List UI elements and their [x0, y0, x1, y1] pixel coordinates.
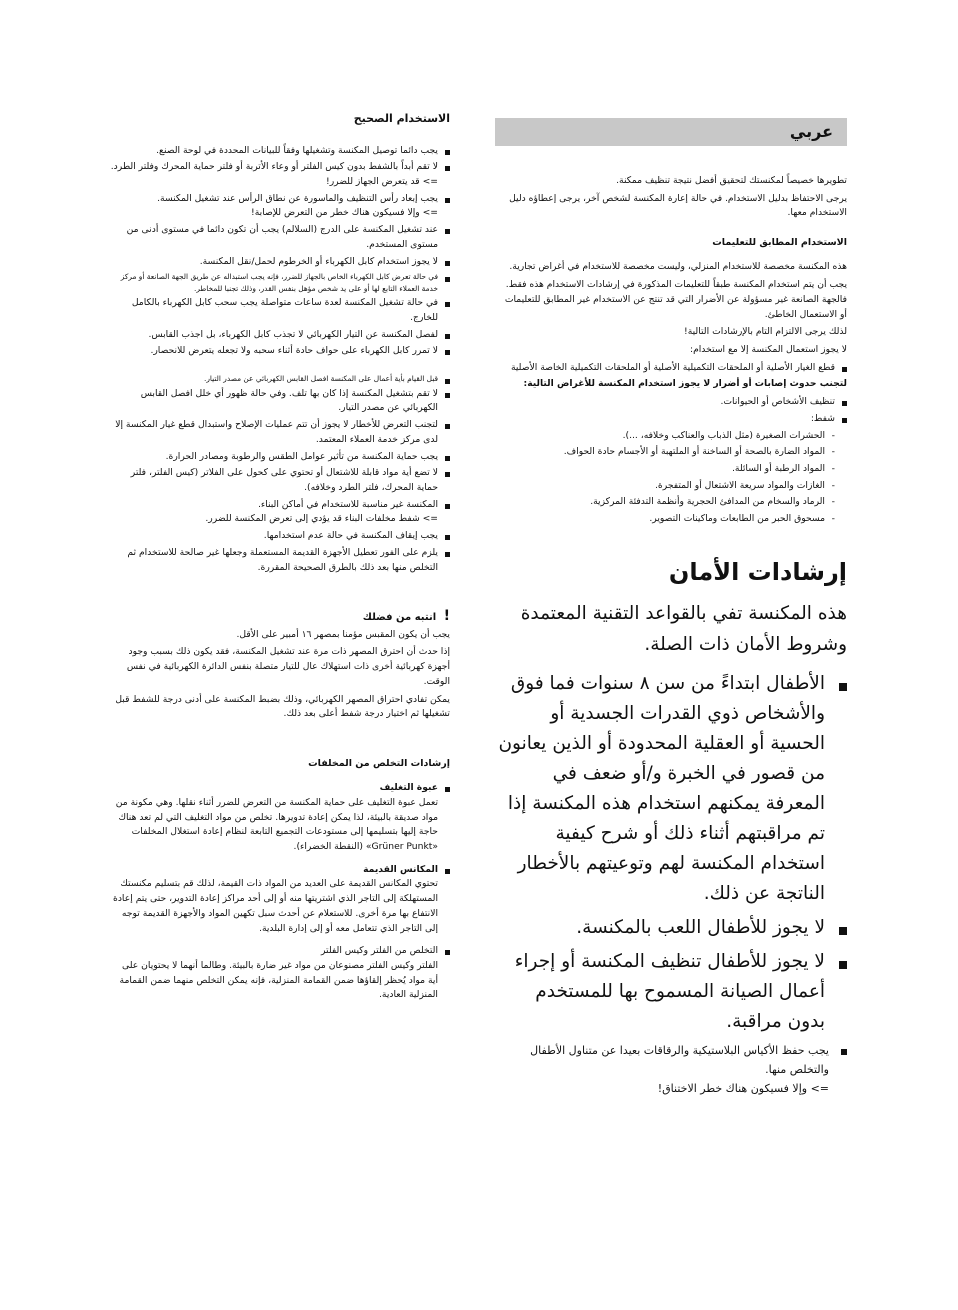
prohibited-item: شفط:	[495, 412, 847, 427]
correct-use-item-text: لا يجوز استخدام كابل الكهرباء أو الخرطوم لحمل/نقل المكنسة.	[199, 255, 438, 267]
correct-use-item-text: لفصل المكنسة عن التيار الكهربائي لا تجذب كابل الكهرباء، بل اجذب القابس.	[148, 328, 438, 340]
correct-use-item	[110, 223, 450, 252]
prohibited-list	[495, 395, 847, 426]
disposal-section-text: الفلتر وكيس الفلتر مصنوعان من مواد غير ضارة بالبيئة. وطالما أنهما لا يحتويان على أية مواد يُحظر إلقاؤها ضمن القمامة المنزلية، فإنه يمكن التخلص منهما ضمن القمامة المنزلية العادية.	[119, 960, 438, 1001]
correct-use-item-text: يجب حماية المكنسة من تأثير عوامل الطقس والرطوبة ومصادر الحرارة.	[165, 450, 438, 462]
correct-use-list-2	[110, 373, 450, 575]
attention-title: انتبه من فضلك	[362, 612, 437, 624]
correct-use-item-text: يجب دائما توصيل المكنسة وتشغيلها وفقاً للبيانات المحددة في لوحة الصنع.	[156, 144, 438, 156]
disposal-section	[110, 781, 450, 855]
prohibited-item: تنظيف الأشخاص أو الحيوانات.	[495, 395, 847, 410]
sub-item: - الحشرات الصغيرة (مثل الذباب والعناكب وخلافه، ...).	[495, 429, 835, 444]
proper-use-title: الاستخدام المطابق للتعليمات	[712, 237, 847, 249]
left-column	[110, 110, 450, 1005]
attention-paragraph: يمكن تفادي احتراق المصهر الكهربائي، وذلك بضبط المكنسة على أدنى درجة للشفط قبل تشغيلها ثم اختيار درجة شفط أعلى بعد ذلك.	[115, 693, 450, 720]
correct-use-item-note: => شفط مخلفات البناء قد يؤدي إلى تعرض المكنسة للضرر.	[205, 513, 438, 525]
correct-use-item-text: عند تشغيل المكنسة على الدرج (السلالم) يجب أن تكون دائما في مستوى أدنى من مستوى المستخدم.	[126, 224, 438, 250]
sub-item: - الرماد والسخام من المدافئ الحجرية وأنظمة التدفئة المركزية.	[495, 495, 835, 510]
correct-use-item	[110, 296, 450, 325]
correct-use-item	[110, 450, 450, 465]
bags-text: يجب حفظ الأكياس البلاستيكية والرقاقات بعيدا عن متناول الأطفال والتخلص منها.	[530, 1043, 829, 1076]
safety-list	[495, 669, 847, 1037]
safety-item: لا يجوز للأطفال تنظيف المكنسة أو إجراء أعمال الصيانة المسموح بها للمستخدم بدون مراقبة.	[495, 947, 847, 1037]
disposal-section-title: عبوة التغليف	[379, 782, 438, 794]
correct-use-item-text: يلزم على الفور تعطيل الأجهزة القديمة المستعملة وجعلها غير صالحة للاستخدام ثم التخلص منها بعد ذلك بالطرق الصحيحة المقررة.	[127, 546, 438, 573]
correct-use-item	[110, 498, 450, 527]
safety-item: لا يجوز للأطفال اللعب بالمكنسة.	[495, 913, 847, 943]
safety-item: الأطفال ابتداءً من سن ٨ سنوات فما فوق والأشخاص ذوي القدرات الجسدية أو الحسية أو العقلية المحدودة أو الذين يعانون من قصور في الخبرة و/أو ضعف في المعرفة يمكنهم استخدام هذه المكنسة إذا تم مراقبتهم أثناء ذلك أو شرح كيفية استخدام المكنسة لهم وتوعيتهم بالأخطار الناتجة عن ذلك.	[495, 669, 847, 909]
language-tab: عربي	[495, 118, 847, 146]
correct-use-item-text: لا تقم بتشغيل المكنسة إذا كان بها تلف. وفي حالة ظهور أي خلل افصل القابس الكهربائي عن مصدر التيار.	[140, 387, 438, 414]
correct-use-item	[110, 373, 450, 384]
correct-use-item-text: في حالة تعرض كابل الكهرباء الخاص بالجهاز للضرر، فإنه يجب استبداله عن طريق الجهة الصانعة أو مركز خدمة العملاء التابع لها أو على يد شخص مؤهل بنفس القدر، وذلك تجنبا للمخاطر.	[120, 272, 438, 293]
attention-paragraph: إذا حدث أن احترق المصهر ذات مرة عند تشغيل المكنسة، فقد يكون ذلك بسبب وجود أجهزة كهربائية أخرى ذات استهلاك عال للتيار متصلة بنفس الدائرة الكهربائية في نفس الوقت.	[126, 646, 450, 687]
sub-item: - الغازات والمواد سريعة الاشتعال أو المتفجرة.	[495, 479, 835, 494]
correct-use-item-text: لا تقم أبداً بالشفط بدون كيس الفلتر أو وعاء الأتربة أو فلتر حماية المحرك وفلتر الطرد.	[110, 161, 438, 173]
correct-use-item-text: يجب إيقاف المكنسة في حالة عدم استخدامها.	[263, 530, 438, 542]
correct-use-item-text: يجب إبعاد رأس التنظيف والماسورة عن نطاق الرأس عند تشغيل المكنسة.	[157, 192, 438, 204]
accessory-item: قطع الغيار الأصلية أو الملحقات التكميلية الأصلية أو الملحقات التكميلية الخاصة الأصلية	[495, 361, 847, 376]
disposal-section-text: تعمل عبوة التغليف على حماية المكنسة من التعرض للضرر أثناء نقلها. وهي مكونة من مواد صديقة بالبيئة، لذا يمكن إعادة تدويرها. تخلص من مواد التغليف التي لم تعد هناك حاجة إليها بتسليمها إلى مستودعات التجميع التابعة لنظام إعادة استغلال المخلفات «Grüner Punkt» (النقطة الخضراء).	[115, 796, 438, 853]
correct-use-item-text: لا تضع أية مواد قابلة للاشتعال أو تحتوي على كحول على الفلاتر (كيس الفلتر، فلتر حماية المحرك، فلتر الطرد وخلافه).	[130, 467, 438, 493]
correct-use-title: الاستخدام الصحيح	[353, 112, 450, 125]
correct-use-item	[110, 418, 450, 447]
disposal-section-text: تحتوي المكانس القديمة على العديد من المواد ذات القيمة، لذلك قم بتسليم مكنستك المستهلكة إلى التاجر الذي اشتريتها منه أو إلى أحد مراكز إعادة التدوير، حتى يتم إعادة الانتفاع بها مرة أخرى. للاستعلام عن أحدث سبل تكهين المواد والأجهزة القديمة توجه إلى التاجر الذي تتعامل معه أو إلى إدارة البلدية.	[113, 878, 438, 934]
correct-use-item	[110, 344, 450, 359]
disposal-title: إرشادات التخلص من المخلفات	[308, 757, 450, 769]
right-column	[495, 118, 847, 1100]
sub-item: - المواد الضارة بالصحة أو الساخنة أو الملتهبة أو الأجسام حادة الحواف.	[495, 445, 835, 460]
correct-use-item	[110, 546, 450, 575]
correct-use-item-note: => وإلا فسيكون هناك خطر من التعرض للإصابة!	[251, 207, 438, 219]
proper-use-paragraph: يجب أن يتم استخدام المكنسة طبقاً للتعليمات المذكورة في إرشادات الاستخدام هذه فقط. فالجهة الصانعة غير مسؤولة عن الأضرار التي قد تنتج عن الاستخدام غير المطابق للتعليمات أو الاستعمال الخاطئ.	[504, 279, 847, 320]
correct-use-item	[110, 144, 450, 159]
disposal-section	[110, 944, 450, 1003]
bags-warning: => وإلا فسيكون هناك خطر الاختناق!	[657, 1082, 829, 1096]
correct-use-item-text: لا تمرر كابل الكهرباء على حواف حادة أثناء سحبه ولا تجعله يتعرض للانحصار.	[150, 345, 438, 357]
proper-use-paragraph: لا يجوز استعمال المكنسة إلا مع استخدام:	[689, 343, 847, 355]
correct-use-item	[110, 387, 450, 416]
sub-item: - مسحوق الحبر من الطابعات وماكينات التصوير.	[495, 512, 835, 527]
safety-intro: هذه المكنسة تفي بالقواعد التقنية المعتمدة وشروط الأمان ذات الصلة.	[520, 603, 847, 656]
prohibited-title: لتجنب حدوث إصابات أو أضرار لا يجوز استخدام المكنسة للأغراض التالية:	[523, 378, 847, 390]
suction-sub-list	[495, 429, 847, 527]
disposal-list	[110, 781, 450, 1003]
bags-item	[495, 1041, 847, 1099]
correct-use-item	[110, 328, 450, 343]
proper-use-paragraph: هذه المكنسة مخصصة للاستخدام المنزلي، وليست مخصصة للاستخدام في أغراض تجارية.	[509, 261, 847, 273]
intro-line: تطويرها خصيصاً لمكنستك لتحقيق أفضل نتيجة تنظيف ممكنة.	[616, 175, 847, 186]
sub-item: - المواد الرطبة أو السائلة.	[495, 462, 835, 477]
intro-text	[495, 174, 847, 221]
safety-title: إرشادات الأمان	[668, 557, 847, 586]
correct-use-item	[110, 271, 450, 294]
correct-use-item-text: قبل القيام بأية أعمال على المكنسة افصل القابس الكهربائي عن مصدر التيار.	[203, 374, 438, 384]
disposal-section-title: المكانس القديمة	[363, 863, 438, 875]
disposal-section-title: التخلص من الفلتر وكيس الفلتر	[320, 945, 438, 957]
bags-list	[495, 1041, 847, 1099]
correct-use-item-note: => قد يتعرض الجهاز للضرر!	[326, 176, 438, 188]
correct-use-list	[110, 144, 450, 360]
attention-paragraph: يجب أن يكون المقبس مؤمنا بمصهر ١٦ أمبير على الأقل.	[236, 628, 450, 640]
correct-use-item	[110, 466, 450, 495]
correct-use-item-text: لتجنب التعرض للأخطار لا يجوز أن تتم عمليات الإصلاح واستبدال قطع غيار المكنسة إلا لدى مركز خدمة العملاء المعتمد.	[115, 419, 438, 445]
exclamation-icon: !	[443, 608, 450, 625]
correct-use-item-text: المكنسة غير مناسبة للاستخدام في أماكن البناء.	[257, 498, 438, 510]
intro-line: يرجى الاحتفاظ بدليل الاستخدام. في حالة إعارة المكنسة لشخص آخر، يرجى إعطاؤه دليل الاستخدام معها.	[509, 192, 847, 219]
correct-use-item	[110, 255, 450, 270]
accessory-list	[495, 361, 847, 376]
correct-use-item-text: في حالة تشغيل المكنسة لعدة ساعات متواصلة يجب سحب كابل الكهرباء بالكامل للخارج.	[131, 297, 438, 323]
correct-use-item	[110, 529, 450, 544]
correct-use-item	[110, 192, 450, 221]
correct-use-item	[110, 160, 450, 189]
proper-use-paragraph: لذلك يرجى الالتزام التام بالإرشادات التالية!	[684, 326, 847, 338]
disposal-section	[110, 863, 450, 937]
attention-heading	[110, 605, 450, 627]
